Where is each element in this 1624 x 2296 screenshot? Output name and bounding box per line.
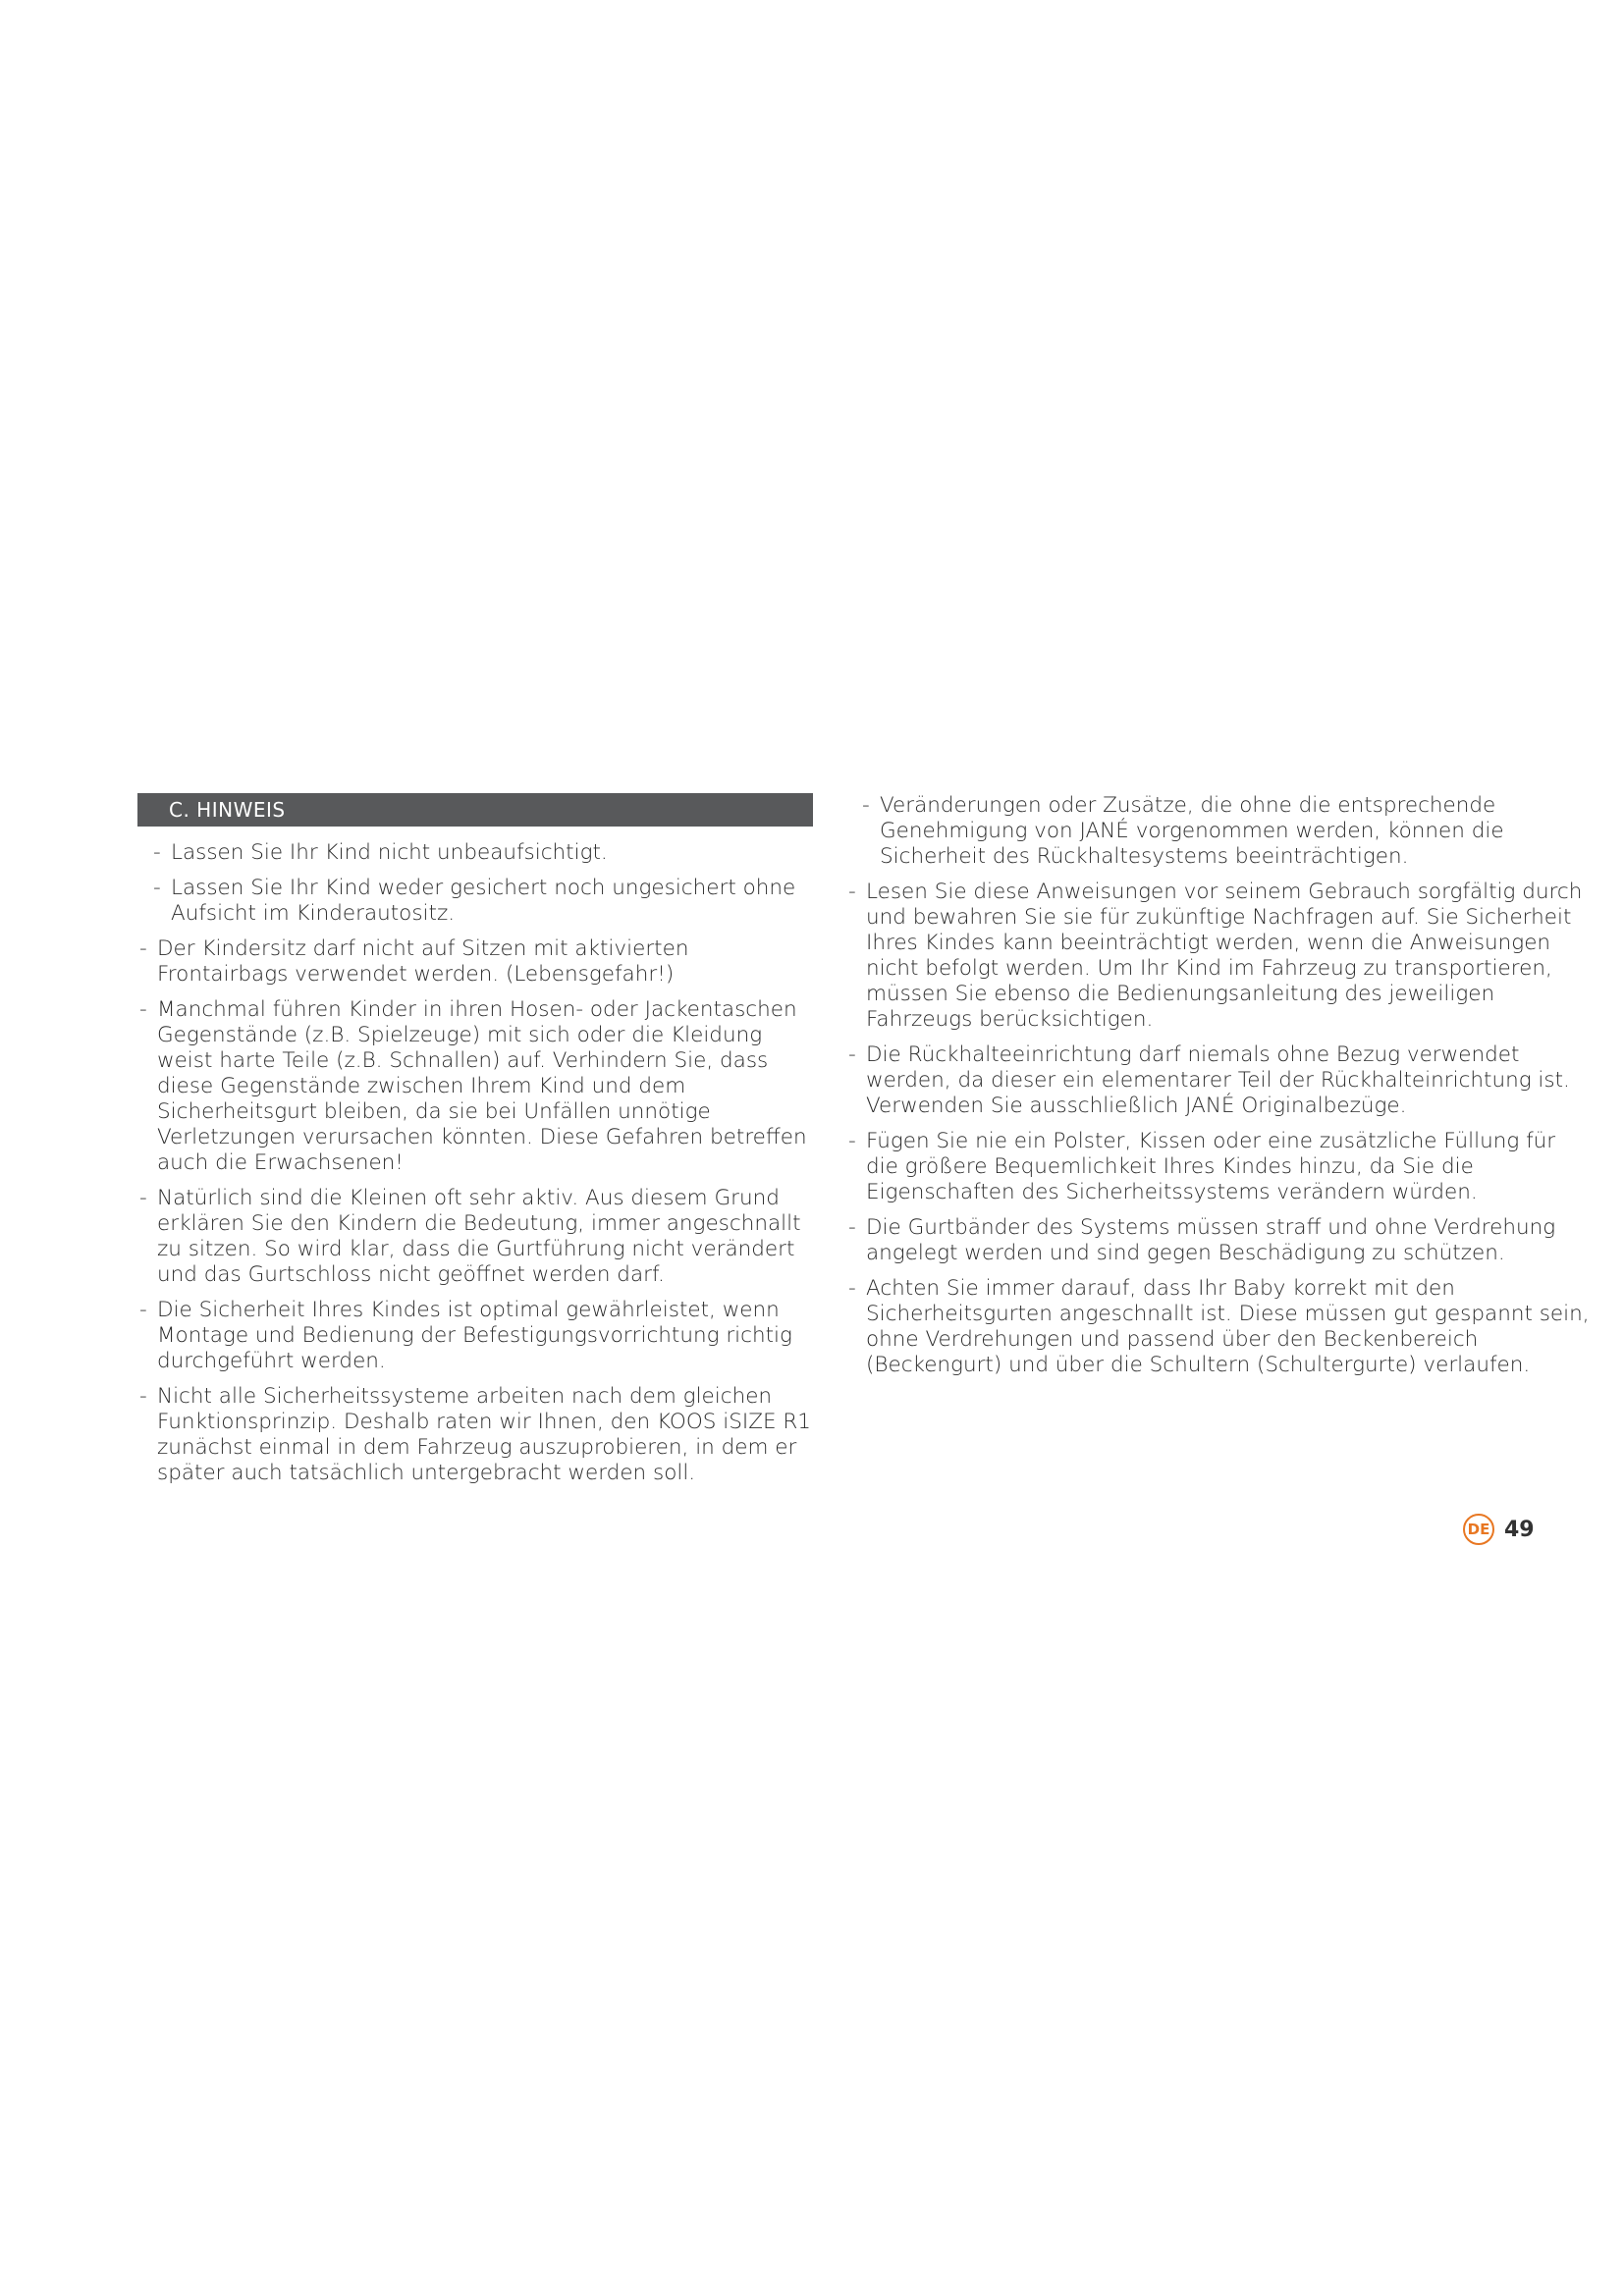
list-item: - Lesen Sie diese Anweisungen vor seinem Gebrauch sorgfältig durch und bewahren Sie sie für zukünftige Nachfragen auf. Sie Sicherheit Ihres Kindes kann beeinträchtigt werden, wenn die Anweisungen nicht befolgt werden. Um Ihr Kind im Fahrzeug zu transportieren, müssen Sie ebenso die Bedienungsanleitung des jeweiligen Fahrzeugs berücksichtigen. — [846, 880, 1591, 1033]
list-item: - Die Rückhalteeinrichtung darf niemals ohne Bezug verwendet werden, da dieser ein elementarer Teil der Rückhalteinrichtung ist. Verwenden Sie ausschließlich JANÉ Originalbezüge. — [846, 1042, 1591, 1119]
page-footer — [1463, 1510, 1535, 1549]
page-number: 49 — [1504, 1517, 1535, 1542]
list-item: - Lassen Sie Ihr Kind nicht unbeaufsichtigt. — [151, 840, 813, 866]
list-item: - Natürlich sind die Kleinen oft sehr aktiv. Aus diesem Grund erklären Sie den Kindern die Bedeutung, immer angeschnallt zu sitzen. So wird klar, dass die Gurtführung nicht verändert und das Gurtschloss nicht geöffnet werden darf. — [137, 1186, 813, 1288]
left-column — [137, 793, 813, 1496]
list-item: - Lassen Sie Ihr Kind weder gesichert noch ungesichert ohne Aufsicht im Kinderautositz. — [151, 876, 813, 927]
list-item: - Fügen Sie nie ein Polster, Kissen oder eine zusätzliche Füllung für die größere Bequemlichkeit Ihres Kindes hinzu, da Sie die Eigenschaften des Sicherheitssystems verändern würden. — [846, 1129, 1591, 1205]
section-header: C. HINWEIS — [137, 793, 813, 827]
language-badge: DE — [1463, 1514, 1494, 1545]
list-item: - Die Sicherheit Ihres Kindes ist optimal gewährleistet, wenn Montage und Bedienung der Befestigungsvorrichtung richtig durchgeführt werden. — [137, 1298, 813, 1374]
list-item: - Veränderungen oder Zusätze, die ohne die entsprechende Genehmigung von JANÉ vorgenommen werden, können die Sicherheit des Rückhaltesystems beeinträchtigen. — [860, 793, 1591, 870]
list-item: - Nicht alle Sicherheitssysteme arbeiten nach dem gleichen Funktionsprinzip. Deshalb raten wir Ihnen, den KOOS iSIZE R1 zunächst einmal in dem Fahrzeug auszuprobieren, in dem er später auch tatsächlich untergebracht werden soll. — [137, 1384, 813, 1486]
list-item: - Achten Sie immer darauf, dass Ihr Baby korrekt mit den Sicherheitsgurten angeschnallt ist. Diese müssen gut gespannt sein, ohne Verdrehungen und passend über den Beckenbereich (Beckengurt) und über die Schultern (Schultergurte) verlaufen. — [846, 1276, 1591, 1378]
right-item-list — [846, 793, 1591, 1378]
list-item: - Der Kindersitz darf nicht auf Sitzen mit aktivierten Frontairbags verwendet werden. (Lebensgefahr!) — [137, 936, 813, 988]
right-column — [846, 793, 1591, 1388]
list-item: - Die Gurtbänder des Systems müssen straff und ohne Verdrehung angelegt werden und sind gegen Beschädigung zu schützen. — [846, 1215, 1591, 1266]
left-item-list — [137, 840, 813, 1486]
list-item: - Manchmal führen Kinder in ihren Hosen- oder Jackentaschen Gegenstände (z.B. Spielzeuge) mit sich oder die Kleidung weist harte Teile (z.B. Schnallen) auf. Verhindern Sie, dass diese Gegenstände zwischen Ihrem Kind und dem Sicherheitsgurt bleiben, da sie bei Unfällen unnötige Verletzungen verursachen könnten. Diese Gefahren betreffen auch die Erwachsenen! — [137, 997, 813, 1176]
